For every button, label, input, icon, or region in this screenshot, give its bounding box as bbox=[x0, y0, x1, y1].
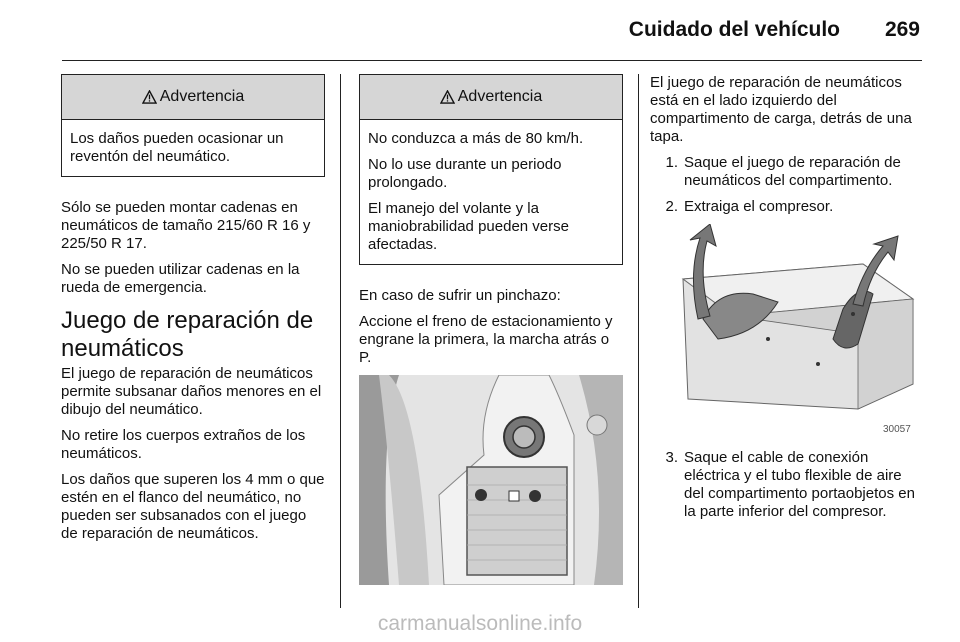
paragraph: En caso de sufrir un pinchazo: bbox=[359, 287, 561, 304]
page-number: 269 bbox=[884, 18, 920, 41]
step-text: Saque el juego de reparación de neumáticos del compartimento. bbox=[684, 154, 901, 189]
paragraph: No retire los cuerpos extraños de los neumáticos. bbox=[61, 427, 306, 462]
steps-list-2 bbox=[650, 449, 920, 521]
warning-title: Advertencia bbox=[457, 88, 543, 105]
right-column bbox=[650, 74, 920, 529]
trunk-illustration bbox=[359, 375, 623, 585]
step-number: 2. bbox=[665, 198, 678, 215]
intro-paragraph: El juego de reparación de neumáticos está en el lado izquierdo del compartimento de carga, detrás de una tapa. bbox=[650, 74, 912, 145]
column-divider-1 bbox=[340, 74, 341, 608]
step-number: 1. bbox=[665, 154, 678, 171]
figure-code: 30057 bbox=[883, 424, 911, 435]
step-text: Extraiga el compresor. bbox=[684, 198, 834, 215]
paragraph: Accione el freno de estacionamiento y engrane la primera, la marcha atrás o P. bbox=[359, 313, 613, 366]
warning-text: Los daños pueden ocasionar un reventón del neumático. bbox=[70, 130, 284, 165]
page-header bbox=[0, 0, 960, 60]
paragraph: Sólo se pueden montar cadenas en neumáticos de tamaño 215/60 R 16 y 225/50 R 17. bbox=[61, 199, 311, 252]
warning-body bbox=[360, 120, 622, 264]
column-divider-2 bbox=[638, 74, 639, 608]
warning-title: Advertencia bbox=[159, 88, 245, 105]
section-header-title: Cuidado del vehículo bbox=[628, 18, 840, 41]
left-column bbox=[61, 74, 325, 551]
step-text: Saque el cable de conexión eléctrica y el tubo flexible de aire del compartimento portaobjetos en la parte inferior del compresor. bbox=[684, 449, 915, 520]
warning-box-left bbox=[61, 74, 325, 177]
compressor-illustration bbox=[658, 224, 928, 439]
step-item bbox=[650, 449, 920, 521]
warning-line: No lo use durante un periodo prolongado. bbox=[368, 156, 562, 191]
warning-triangle-icon bbox=[440, 90, 455, 104]
section-title: Juego de reparación de neumáticos bbox=[61, 307, 314, 362]
warning-line: El manejo del volante y la maniobrabilidad pueden verse afectadas. bbox=[368, 200, 569, 253]
watermark: carmanualsonline.info bbox=[377, 612, 583, 635]
warning-header bbox=[62, 75, 324, 120]
step-item bbox=[650, 198, 920, 216]
paragraph: Los daños que superen los 4 mm o que estén en el flanco del neumático, no pueden ser subsanados con el juego de reparación de neumáticos. bbox=[61, 471, 325, 542]
step-item bbox=[650, 154, 920, 190]
warning-header bbox=[360, 75, 622, 120]
warning-line: No conduzca a más de 80 km/h. bbox=[368, 130, 584, 147]
header-rule bbox=[62, 60, 922, 61]
step-number: 3. bbox=[665, 449, 678, 466]
steps-list-1 bbox=[650, 154, 920, 216]
warning-body bbox=[62, 120, 324, 176]
warning-box-middle bbox=[359, 74, 623, 265]
warning-triangle-icon bbox=[142, 90, 157, 104]
paragraph: No se pueden utilizar cadenas en la rueda de emergencia. bbox=[61, 261, 300, 296]
paragraph: El juego de reparación de neumáticos permite subsanar daños menores en el dibujo del neumático. bbox=[61, 365, 322, 418]
middle-column bbox=[359, 74, 623, 585]
